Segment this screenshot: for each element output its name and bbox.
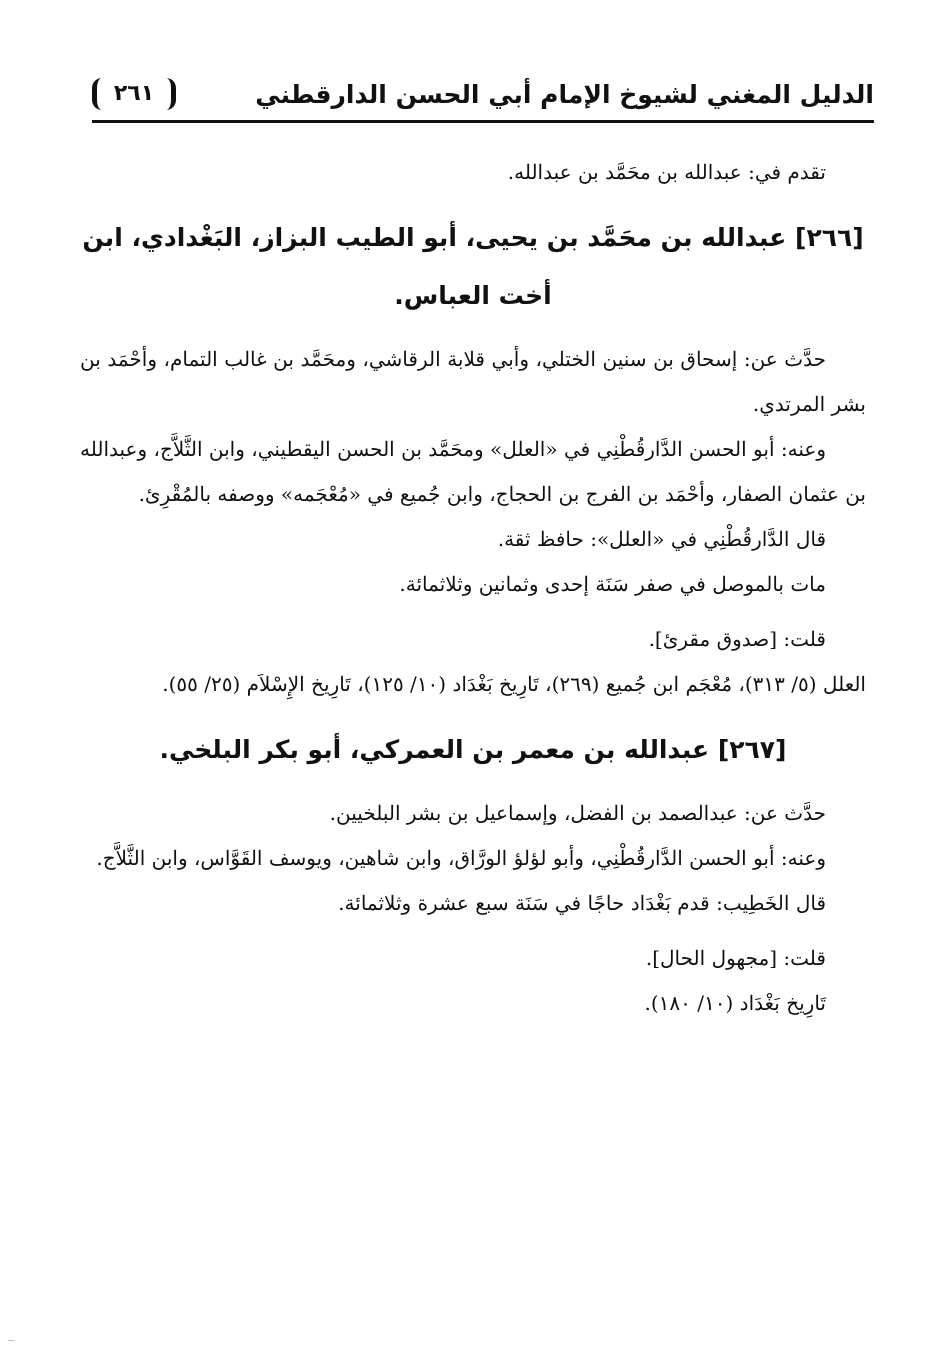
book-title: الدليل المغني لشيوخ الإمام أبي الحسن الدارقطني	[255, 80, 874, 109]
entry-266-grading: قال الدَّارقُطْنِي في «العلل»: حافظ ثقة.	[497, 527, 826, 551]
running-header	[92, 78, 874, 122]
entry-266-verdict: قلت: [صدوق مقرئ].	[648, 627, 826, 651]
spacer	[80, 926, 866, 936]
entry-267-sources: تَارِيخ بَغْدَاد (١٠/ ١٨٠).	[644, 991, 826, 1015]
spacer	[80, 607, 866, 617]
entry-267-narrators: وعنه: أبو الحسن الدَّارقُطْنِي، وأبو لؤلؤ الورَّاق، وابن شاهين، ويوسف القَوَّاس، وابن الثَّلاَّج.	[96, 846, 826, 870]
entry-266-heading: [٢٦٦] عبدالله بن محَمَّد بن يحيى، أبو الطيب البزاز، البَغْدادي، ابن أخت العباس.	[82, 223, 864, 310]
entry-267-khatib-note: قال الخَطِيب: قدم بَغْدَاد حاجًا في سَنَة سبع عشرة وثلاثمائة.	[338, 891, 826, 915]
entry-266-narrated-from: حدَّث عن: إسحاق بن سنين الختلي، وأبي قلابة الرقاشي، ومحَمَّد بن غالب التمام، وأحْمَد بن بشر المرتدي.	[80, 347, 866, 416]
page-body	[80, 150, 866, 1026]
entry-266-death: مات بالموصل في صفر سَنَة إحدى وثمانين وثلاثمائة.	[399, 572, 826, 596]
scan-mark	[8, 1340, 14, 1341]
entry-267-verdict: قلت: [مجهول الحال].	[645, 946, 826, 970]
entry-266-sources: العلل (٥/ ٣١٣)، مُعْجَم ابن جُميع (٢٦٩)، تَارِيخ بَغْدَاد (١٠/ ١٢٥)، تَارِيخ الإِسْلاَم (٢٥/ ٥٥).	[162, 672, 866, 696]
page-number: ٢٦١	[92, 78, 176, 110]
entry-267-narrated-from: حدَّث عن: عبدالصمد بن الفضل، وإسماعيل بن بشر البلخيين.	[329, 801, 826, 825]
entry-266-narrators: وعنه: أبو الحسن الدَّارقُطْنِي في «العلل» ومحَمَّد بن الحسن اليقطيني، وابن الثَّلاَّج، وعبدالله بن عثمان الصفار، وأحْمَد بن الفرج بن الحجاج، وابن جُميع في «مُعْجَمه» ووصفه بالمُقْرِئ.	[80, 437, 866, 506]
header-divider	[92, 120, 874, 123]
entry-267-heading: [٢٦٧] عبدالله بن معمر بن العمركي، أبو بكر البلخي.	[159, 735, 787, 764]
cross-reference-note: تقدم في: عبدالله بن محَمَّد بن عبدالله.	[507, 160, 826, 184]
